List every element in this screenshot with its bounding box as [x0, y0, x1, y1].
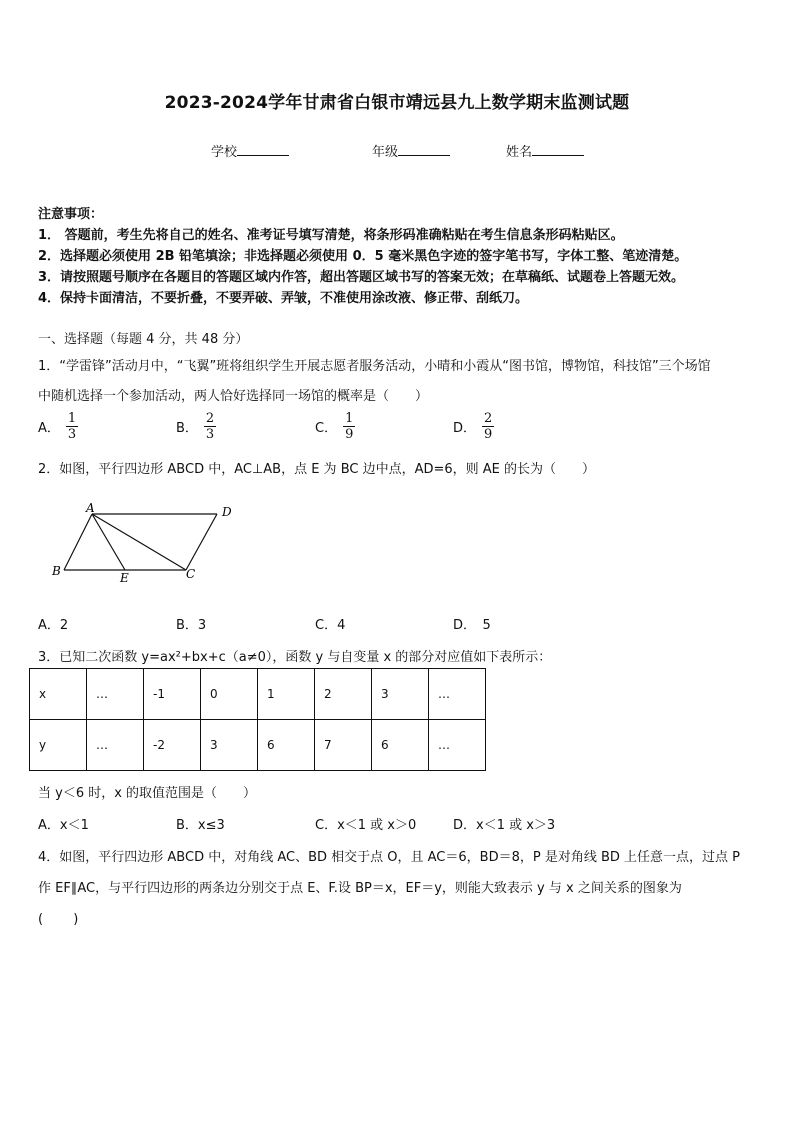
table-cell: 7	[315, 720, 372, 771]
q1-option-b-label: B．	[176, 421, 198, 436]
notice-item-1: 1． 答题前，考生先将自己的姓名、准考证号填写清楚，将条形码准确粘贴在考生信息条形码粘贴区。	[38, 228, 624, 243]
q2-option-b: B．3	[176, 618, 207, 633]
q3-value-table	[29, 668, 486, 771]
q1-stem-line2: 中随机选择一个参加活动，两人恰好选择同一场馆的概率是（ ）	[38, 389, 429, 404]
q2-figure	[40, 498, 250, 590]
q2-figure-lines	[64, 514, 217, 570]
notice-item-3: 3．请按照题号顺序在各题目的答题区域内作答，超出答题区域书写的答案无效；在草稿纸、试题卷上答题无效。	[38, 270, 685, 285]
table-row	[30, 720, 486, 771]
notice-heading: 注意事项：	[38, 207, 104, 222]
point-e-label: E	[120, 571, 129, 585]
point-a-label: A	[86, 501, 95, 515]
table-cell: …	[429, 720, 486, 771]
table-cell: 6	[258, 720, 315, 771]
q3-option-c: C．x＜1 或 x＞0	[315, 818, 417, 833]
table-cell: 0	[201, 669, 258, 720]
grade-label: 年级	[372, 145, 399, 160]
point-d-label: D	[222, 505, 232, 519]
q1-option-a-fraction	[66, 411, 78, 442]
table-cell: …	[87, 720, 144, 771]
q1-option-a-denominator: 3	[67, 427, 77, 442]
q1-stem-line1: 1．“学雷锋”活动月中，“飞翼”班将组织学生开展志愿者服务活动，小晴和小霞从“图书馆，博物馆，科技馆”三个场馆	[38, 359, 711, 374]
table-cell: 2	[315, 669, 372, 720]
q1-option-c-denominator: 9	[345, 427, 354, 442]
q3-condition: 当 y＜6 时，x 的取值范围是（ ）	[38, 786, 257, 801]
q2-option-c: C．4	[315, 618, 346, 633]
table-cell: 6	[372, 720, 429, 771]
segment-dc	[186, 514, 217, 570]
grade-field	[372, 141, 450, 160]
segment-ba	[64, 514, 92, 570]
school-field	[211, 141, 289, 160]
school-label: 学校	[211, 145, 238, 160]
q2-stem: 2．如图，平行四边形 ABCD 中，AC⊥AB，点 E 为 BC 边中点，AD=6，则 AE 的长为（ ）	[38, 462, 596, 477]
q1-option-a-label: A．	[38, 421, 60, 436]
q3-option-b: B．x≤3	[176, 818, 225, 833]
table-cell: x	[30, 669, 87, 720]
q1-option-b-denominator: 3	[205, 427, 215, 442]
q1-option-c-label: C．	[315, 421, 338, 436]
table-cell: …	[429, 669, 486, 720]
notice-item-4: 4．保持卡面清洁，不要折叠，不要弄破、弄皱，不准使用涂改液、修正带、刮纸刀。	[38, 291, 529, 306]
name-field	[506, 141, 584, 160]
q1-option-a	[38, 411, 78, 442]
name-label: 姓名	[506, 145, 533, 160]
page-title: 2023-2024学年甘肃省白银市靖远县九上数学期末监测试题	[164, 93, 630, 113]
segment-ae	[92, 514, 125, 570]
table-row	[30, 669, 486, 720]
q1-option-c	[315, 411, 355, 442]
grade-blank	[398, 143, 450, 156]
table-cell: 3	[201, 720, 258, 771]
q1-option-b-fraction	[204, 411, 216, 442]
q1-option-b-numerator: 2	[205, 411, 215, 426]
q1-option-c-fraction	[343, 411, 355, 442]
school-blank	[237, 143, 289, 156]
q4-stem-line1: 4．如图，平行四边形 ABCD 中，对角线 AC、BD 相交于点 O，且 AC＝6，BD＝8，P 是对角线 BD 上任意一点，过点 P	[38, 850, 740, 865]
q4-stem-line2: 作 EF∥AC，与平行四边形的两条边分别交于点 E、F.设 BP＝x，EF＝y，则能大致表示 y 与 x 之间关系的图象为	[38, 881, 682, 896]
table-cell: -1	[144, 669, 201, 720]
q1-option-d-label: D．	[453, 421, 477, 436]
point-b-label: B	[52, 564, 61, 578]
table-cell: 1	[258, 669, 315, 720]
notice-item-2: 2．选择题必须使用 2B 铅笔填涂；非选择题必须使用 0．5 毫米黑色字迹的签字笔书写，字体工整、笔迹清楚。	[38, 249, 688, 264]
q1-option-d-numerator: 2	[484, 411, 493, 426]
table-cell: -2	[144, 720, 201, 771]
q2-option-a: A．2	[38, 618, 69, 633]
q3-option-a: A．x＜1	[38, 818, 89, 833]
q1-option-d-fraction	[482, 411, 494, 442]
q1-option-c-numerator: 1	[345, 411, 354, 426]
q1-option-d-denominator: 9	[484, 427, 493, 442]
q3-option-d: D．x＜1 或 x＞3	[453, 818, 556, 833]
q1-option-b	[176, 411, 216, 442]
segment-ac	[92, 514, 186, 570]
point-c-label: C	[186, 567, 196, 581]
table-cell: …	[87, 669, 144, 720]
section-heading: 一、选择题（每题 4 分，共 48 分）	[38, 332, 249, 347]
q4-answer-blank: ( )	[38, 912, 79, 927]
table-cell: y	[30, 720, 87, 771]
q1-option-a-numerator: 1	[67, 411, 77, 426]
q3-stem: 3．已知二次函数 y=ax²+bx+c（a≠0），函数 y 与自变量 x 的部分对应值如下表所示：	[38, 650, 552, 665]
q1-option-d	[453, 411, 494, 442]
q2-option-d: D． 5	[453, 618, 491, 633]
table-cell: 3	[372, 669, 429, 720]
name-blank	[532, 143, 584, 156]
